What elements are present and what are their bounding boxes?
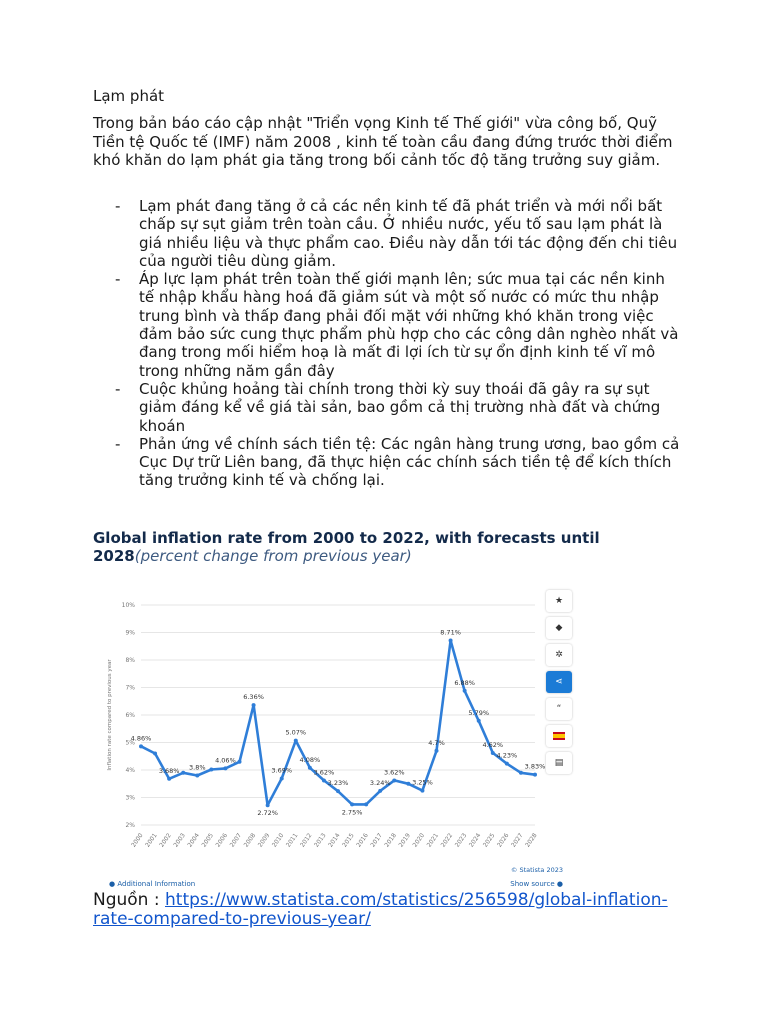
y-tick-label: 7%	[125, 684, 135, 692]
list-item-text: Phản ứng về chính sách tiền tệ: Các ngân hàng trung ương, bao gồm cả Cục Dự trữ Liên bang, đã thực hiện các chính sách tiền tệ để kích thích tăng trưởng kinh tế và chống lại.	[139, 434, 680, 490]
y-tick-label: 8%	[125, 657, 135, 664]
x-tick-label: 2008	[242, 832, 258, 849]
list-item-text: Lạm phát đang tăng ở cả các nền kinh tế đã phát triển và mới nổi bất chấp sự sụt giảm trên toàn cầu. Ở nhiều nước, yếu tố sau lạm phát là giá nhiều liệu và thực phẩm cao. Điều này dẫn tới tác động đến chi tiêu của người tiêu dùng giảm.	[139, 197, 678, 270]
data-point	[463, 689, 467, 693]
bullet-marker: -	[115, 379, 121, 398]
data-label: 3.62%	[313, 768, 335, 777]
bell-icon[interactable]: ◆	[546, 617, 572, 639]
data-point	[139, 744, 143, 748]
print-icon[interactable]: ▤	[546, 752, 572, 774]
data-label: 4.7%	[428, 738, 445, 747]
data-label: 3.62%	[383, 768, 405, 777]
data-point	[153, 752, 157, 756]
data-label: 3.68%	[158, 766, 180, 775]
chart-title-main: Global inflation rate from 2000 to 2022, with forecasts until 2028	[93, 529, 600, 565]
data-point	[420, 789, 424, 793]
data-label: 4.08%	[299, 755, 321, 764]
list-item	[93, 435, 683, 490]
x-tick-label: 2015	[341, 832, 356, 849]
data-point	[505, 762, 509, 766]
x-tick-label: 2023	[453, 832, 469, 849]
x-tick-label: 2005	[200, 832, 215, 849]
x-tick-label: 2002	[158, 832, 173, 849]
x-tick-label: 2007	[228, 832, 244, 849]
inflation-line-chart	[93, 588, 583, 893]
list-item	[93, 380, 683, 435]
data-point	[238, 760, 242, 764]
y-axis-label: Inflation rate compared to previous year	[107, 659, 113, 771]
list-item-text: Áp lực lạm phát trên toàn thế giới mạnh lên; sức mua tại các nền kinh tế nhập khẩu hàng hoá đã giảm sút và một số nước có mức thu nhập trung bình và thấp đang phải đối mặt với những khó khăn trong việc đảm bảo sức cung thực phẩm phù hợp cho các công dân nghèo nhất và đang trong mối hiểm hoạ là mất đi lợi ích từ sự ổn định kinh tế vĩ mô trong những năm gần đây	[139, 270, 679, 380]
x-tick-label: 2006	[214, 832, 230, 849]
source-link[interactable]: https://www.statista.com/statistics/256598/global-inflation-rate-compared-to-previous-year/	[93, 890, 668, 929]
star-icon[interactable]: ★	[546, 590, 572, 612]
source-label: Nguồn :	[93, 890, 165, 910]
show-source-link[interactable]: Show source ●	[510, 880, 563, 888]
quote-icon[interactable]: “	[546, 698, 572, 720]
chart-subtitle: (percent change from previous year)	[134, 547, 412, 565]
bullet-marker: -	[115, 197, 121, 215]
data-point	[209, 767, 213, 771]
x-tick-label: 2027	[510, 832, 525, 849]
data-label: 3.24%	[369, 778, 391, 787]
data-point	[350, 802, 354, 806]
data-point	[167, 777, 171, 781]
y-tick-label: 4%	[125, 767, 135, 774]
list-item	[93, 270, 683, 380]
bullet-marker: -	[115, 270, 121, 289]
flag-icon[interactable]	[546, 725, 572, 747]
data-label: 4.23%	[496, 751, 518, 760]
x-tick-label: 2018	[383, 832, 398, 849]
y-tick-label: 2%	[125, 822, 135, 829]
data-point	[294, 739, 298, 743]
x-tick-label: 2017	[369, 832, 384, 849]
x-tick-label: 2000	[130, 832, 145, 849]
x-tick-label: 2019	[397, 832, 412, 849]
data-point	[449, 638, 453, 642]
data-label: 4.06%	[215, 756, 236, 765]
x-tick-label: 2014	[327, 832, 342, 849]
x-tick-label: 2013	[313, 832, 328, 849]
intro-paragraph: Trong bản báo cáo cập nhật "Triển vọng Kinh tế Thế giới" vừa công bố, Quỹ Tiền tệ Quốc tế (IMF) năm 2008 , kinh tế toàn cầu đang đứng trước thời điểm khó khăn do lạm phát gia tăng trong bối cảnh tốc độ tăng trưởng suy giảm.	[93, 114, 673, 169]
data-point	[280, 777, 284, 781]
x-tick-label: 2004	[186, 832, 201, 849]
y-tick-label: 6%	[125, 712, 135, 719]
data-point	[223, 766, 227, 770]
data-label: 5.79%	[468, 708, 490, 717]
share-icon[interactable]: ⋖	[546, 671, 572, 693]
data-label: 3.25%	[412, 778, 433, 787]
data-label: 2.75%	[341, 808, 363, 817]
x-tick-label: 2009	[256, 832, 272, 849]
bullet-list	[93, 197, 683, 490]
data-point	[519, 771, 523, 775]
list-item-text: Cuộc khủng hoảng tài chính trong thời kỳ suy thoái đã gây ra sự sụt giảm đáng kể về giá tài sản, bao gồm cả thị trường nhà đất và chứng khoán	[139, 379, 661, 435]
y-tick-label: 9%	[125, 629, 135, 637]
chart-container	[93, 588, 583, 893]
data-point	[378, 789, 382, 793]
data-point	[364, 802, 368, 806]
data-label: 8.71%	[440, 628, 461, 637]
x-tick-label: 2024	[467, 832, 483, 849]
chart-toolbar	[546, 590, 572, 774]
copyright-text: © Statista 2023	[510, 866, 563, 874]
additional-info-link[interactable]: ● Additional Information	[109, 880, 196, 888]
data-label: 6.88%	[454, 678, 475, 687]
data-point	[406, 782, 410, 786]
data-point	[266, 803, 270, 807]
x-tick-label: 2020	[411, 832, 427, 849]
y-tick-label: 10%	[121, 602, 135, 609]
x-tick-label: 2022	[439, 832, 455, 849]
data-point	[336, 789, 340, 793]
gear-icon[interactable]: ✲	[546, 644, 572, 666]
data-point	[195, 774, 199, 778]
x-tick-label: 2003	[172, 832, 187, 849]
data-point	[322, 778, 326, 782]
data-label: 5.07%	[285, 728, 307, 737]
x-tick-label: 2010	[270, 832, 286, 849]
y-tick-label: 3%	[125, 794, 135, 802]
x-tick-label: 2025	[481, 832, 497, 849]
data-point	[392, 778, 396, 782]
y-tick-label: 5%	[125, 739, 135, 747]
data-point	[477, 719, 481, 723]
x-tick-label: 2021	[425, 832, 441, 849]
source-line	[93, 891, 693, 929]
data-label: 4.86%	[130, 734, 152, 743]
x-tick-label: 2001	[144, 832, 159, 849]
x-tick-label: 2016	[355, 832, 370, 849]
bullet-marker: -	[115, 434, 121, 453]
data-point	[308, 766, 312, 770]
data-label: 3.8%	[189, 763, 206, 772]
data-label: 3.23%	[327, 779, 349, 788]
data-point	[533, 773, 537, 777]
x-tick-label: 2028	[524, 832, 539, 849]
list-item	[93, 197, 683, 270]
x-tick-label: 2012	[298, 832, 314, 849]
x-tick-label: 2011	[284, 832, 300, 849]
data-label: 6.36%	[243, 693, 264, 702]
data-label: 3.83%	[524, 762, 546, 771]
data-point	[181, 771, 185, 775]
section-heading: Lạm phát	[93, 87, 165, 105]
data-point	[491, 751, 495, 755]
data-label: 2.72%	[257, 809, 278, 818]
chart-title	[93, 529, 653, 565]
data-label: 3.69%	[271, 766, 293, 775]
data-point	[435, 749, 439, 753]
data-label: 4.62%	[482, 740, 504, 749]
data-point	[252, 703, 256, 707]
x-tick-label: 2026	[495, 832, 511, 849]
